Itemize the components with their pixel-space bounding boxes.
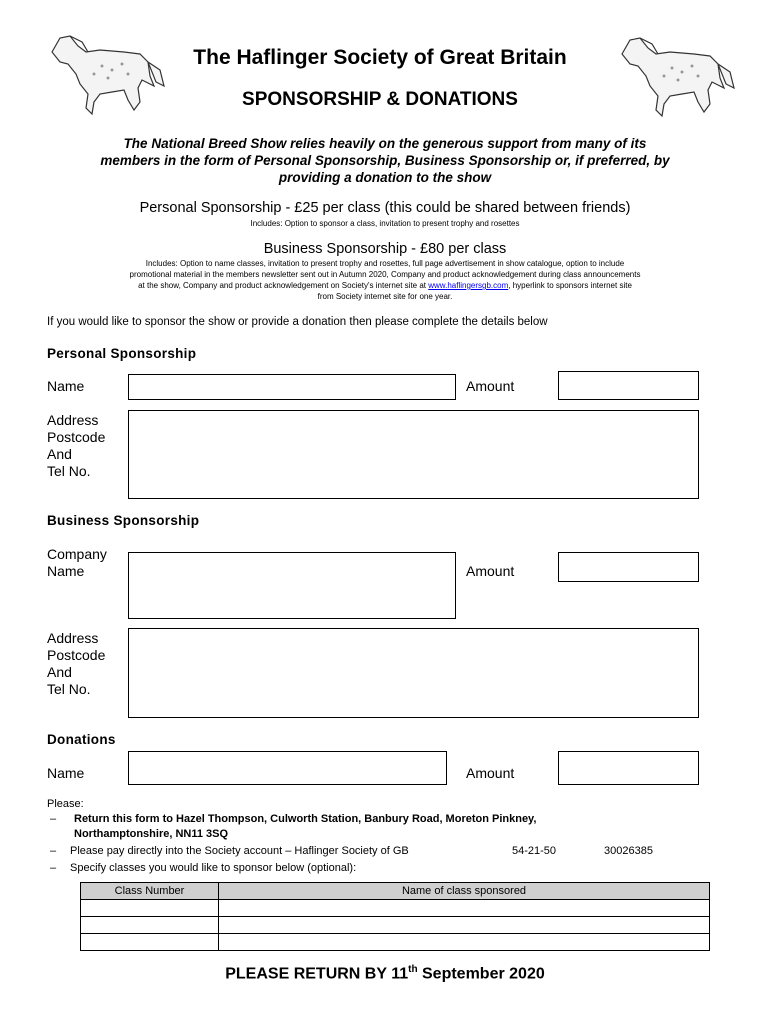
class-number-cell[interactable] — [81, 900, 219, 917]
intro-line: The National Breed Show relies heavily on the generous support from many of its — [123, 136, 647, 151]
payment-instruction: Please pay directly into the Society account – Haflinger Society of GB — [70, 845, 409, 857]
donation-name-field[interactable] — [128, 751, 447, 785]
please-label: Please: — [47, 798, 84, 810]
address-label-line: Tel No. — [47, 463, 91, 479]
business-sponsorship-heading: Business Sponsorship — [47, 513, 200, 528]
instruction-text: If you would like to sponsor the show or provide a donation then please complete the details below — [47, 316, 548, 328]
amount-label: Amount — [466, 765, 515, 781]
address-label-line: Postcode — [47, 647, 106, 663]
donations-heading: Donations — [47, 732, 116, 747]
business-address-field[interactable] — [128, 628, 699, 718]
classes-instruction: Specify classes you would like to sponsor below (optional): — [70, 862, 357, 874]
classes-table — [80, 882, 710, 951]
company-label-line: Name — [47, 563, 85, 579]
business-offer-includes — [20, 258, 750, 302]
column-header-class-name: Name of class sponsored — [219, 883, 710, 900]
name-label: Name — [47, 765, 85, 781]
list-dash: – — [50, 862, 57, 874]
class-number-cell[interactable] — [81, 917, 219, 934]
business-offer-heading: Business Sponsorship - £80 per class — [263, 241, 507, 257]
company-label-line: Company — [47, 546, 107, 562]
address-label-line: And — [47, 664, 72, 680]
address-label — [47, 630, 105, 698]
donation-amount-field[interactable] — [558, 751, 699, 785]
intro-line: providing a donation to the show — [278, 170, 492, 185]
personal-name-field[interactable] — [128, 374, 456, 400]
name-label: Name — [47, 378, 85, 394]
personal-offer-includes: Includes: Option to sponsor a class, invitation to present trophy and rosettes — [250, 219, 520, 228]
horse-icon — [42, 30, 170, 118]
address-label — [47, 412, 105, 480]
list-dash: – — [50, 813, 57, 825]
return-deadline-text: September 2020 — [417, 965, 545, 983]
address-label-line: And — [47, 446, 72, 462]
class-number-cell[interactable] — [81, 934, 219, 951]
column-header-class-number: Class Number — [81, 883, 219, 900]
includes-line: from Society internet site for one year. — [317, 292, 453, 301]
address-label-line: Address — [47, 412, 99, 428]
address-label-line: Address — [47, 630, 99, 646]
table-row — [81, 917, 710, 934]
includes-text: , hyperlink to sponsors internet site — [508, 281, 632, 290]
table-row — [81, 934, 710, 951]
class-name-cell[interactable] — [219, 934, 710, 951]
horse-logo-left — [42, 30, 170, 118]
company-name-label — [47, 546, 107, 580]
includes-line: promotional material in the members newsletter sent out in Autumn 2020, Company and product acknowledgement during class announcements — [129, 270, 641, 279]
intro-line: members in the form of Personal Sponsorship, Business Sponsorship or, if preferred, by — [100, 153, 670, 168]
personal-address-field[interactable] — [128, 410, 699, 499]
business-amount-field[interactable] — [558, 552, 699, 582]
horse-icon — [612, 32, 740, 120]
ordinal-suffix: th — [408, 964, 418, 975]
intro-text — [20, 135, 750, 186]
sort-code: 54-21-50 — [512, 845, 557, 857]
class-name-cell[interactable] — [219, 900, 710, 917]
class-name-cell[interactable] — [219, 917, 710, 934]
amount-label: Amount — [466, 378, 515, 394]
includes-text: at the show, Company and product acknowledgement on Society's internet site at — [138, 281, 429, 290]
account-number: 30026385 — [604, 845, 653, 857]
address-label-line: Tel No. — [47, 681, 91, 697]
return-line: Return this form to Hazel Thompson, Culworth Station, Banbury Road, Moreton Pinkney, — [74, 813, 537, 825]
includes-line: Includes: Option to name classes, invitation to present trophy and rosettes, full page advertisement in show catalogue, option to include — [145, 259, 625, 268]
horse-logo-right — [612, 32, 740, 120]
company-name-field[interactable] — [128, 552, 456, 619]
personal-offer-heading: Personal Sponsorship - £25 per class (this could be shared between friends) — [139, 200, 631, 216]
personal-sponsorship-heading: Personal Sponsorship — [47, 346, 197, 361]
return-instruction — [74, 812, 536, 842]
society-website-link[interactable]: www.haflingersgb.com — [428, 281, 509, 290]
page-title: The Haflinger Society of Great Britain — [193, 46, 567, 69]
list-dash: – — [50, 845, 57, 857]
personal-amount-field[interactable] — [558, 371, 699, 400]
table-row — [81, 900, 710, 917]
includes-line — [20, 280, 750, 291]
return-deadline — [20, 964, 750, 983]
page-subtitle: SPONSORSHIP & DONATIONS — [242, 89, 518, 110]
address-label-line: Postcode — [47, 429, 106, 445]
amount-label: Amount — [466, 563, 515, 579]
table-header-row — [81, 883, 710, 900]
return-deadline-text: PLEASE RETURN BY 11 — [225, 965, 409, 983]
return-line: Northamptonshire, NN11 3SQ — [74, 828, 229, 840]
